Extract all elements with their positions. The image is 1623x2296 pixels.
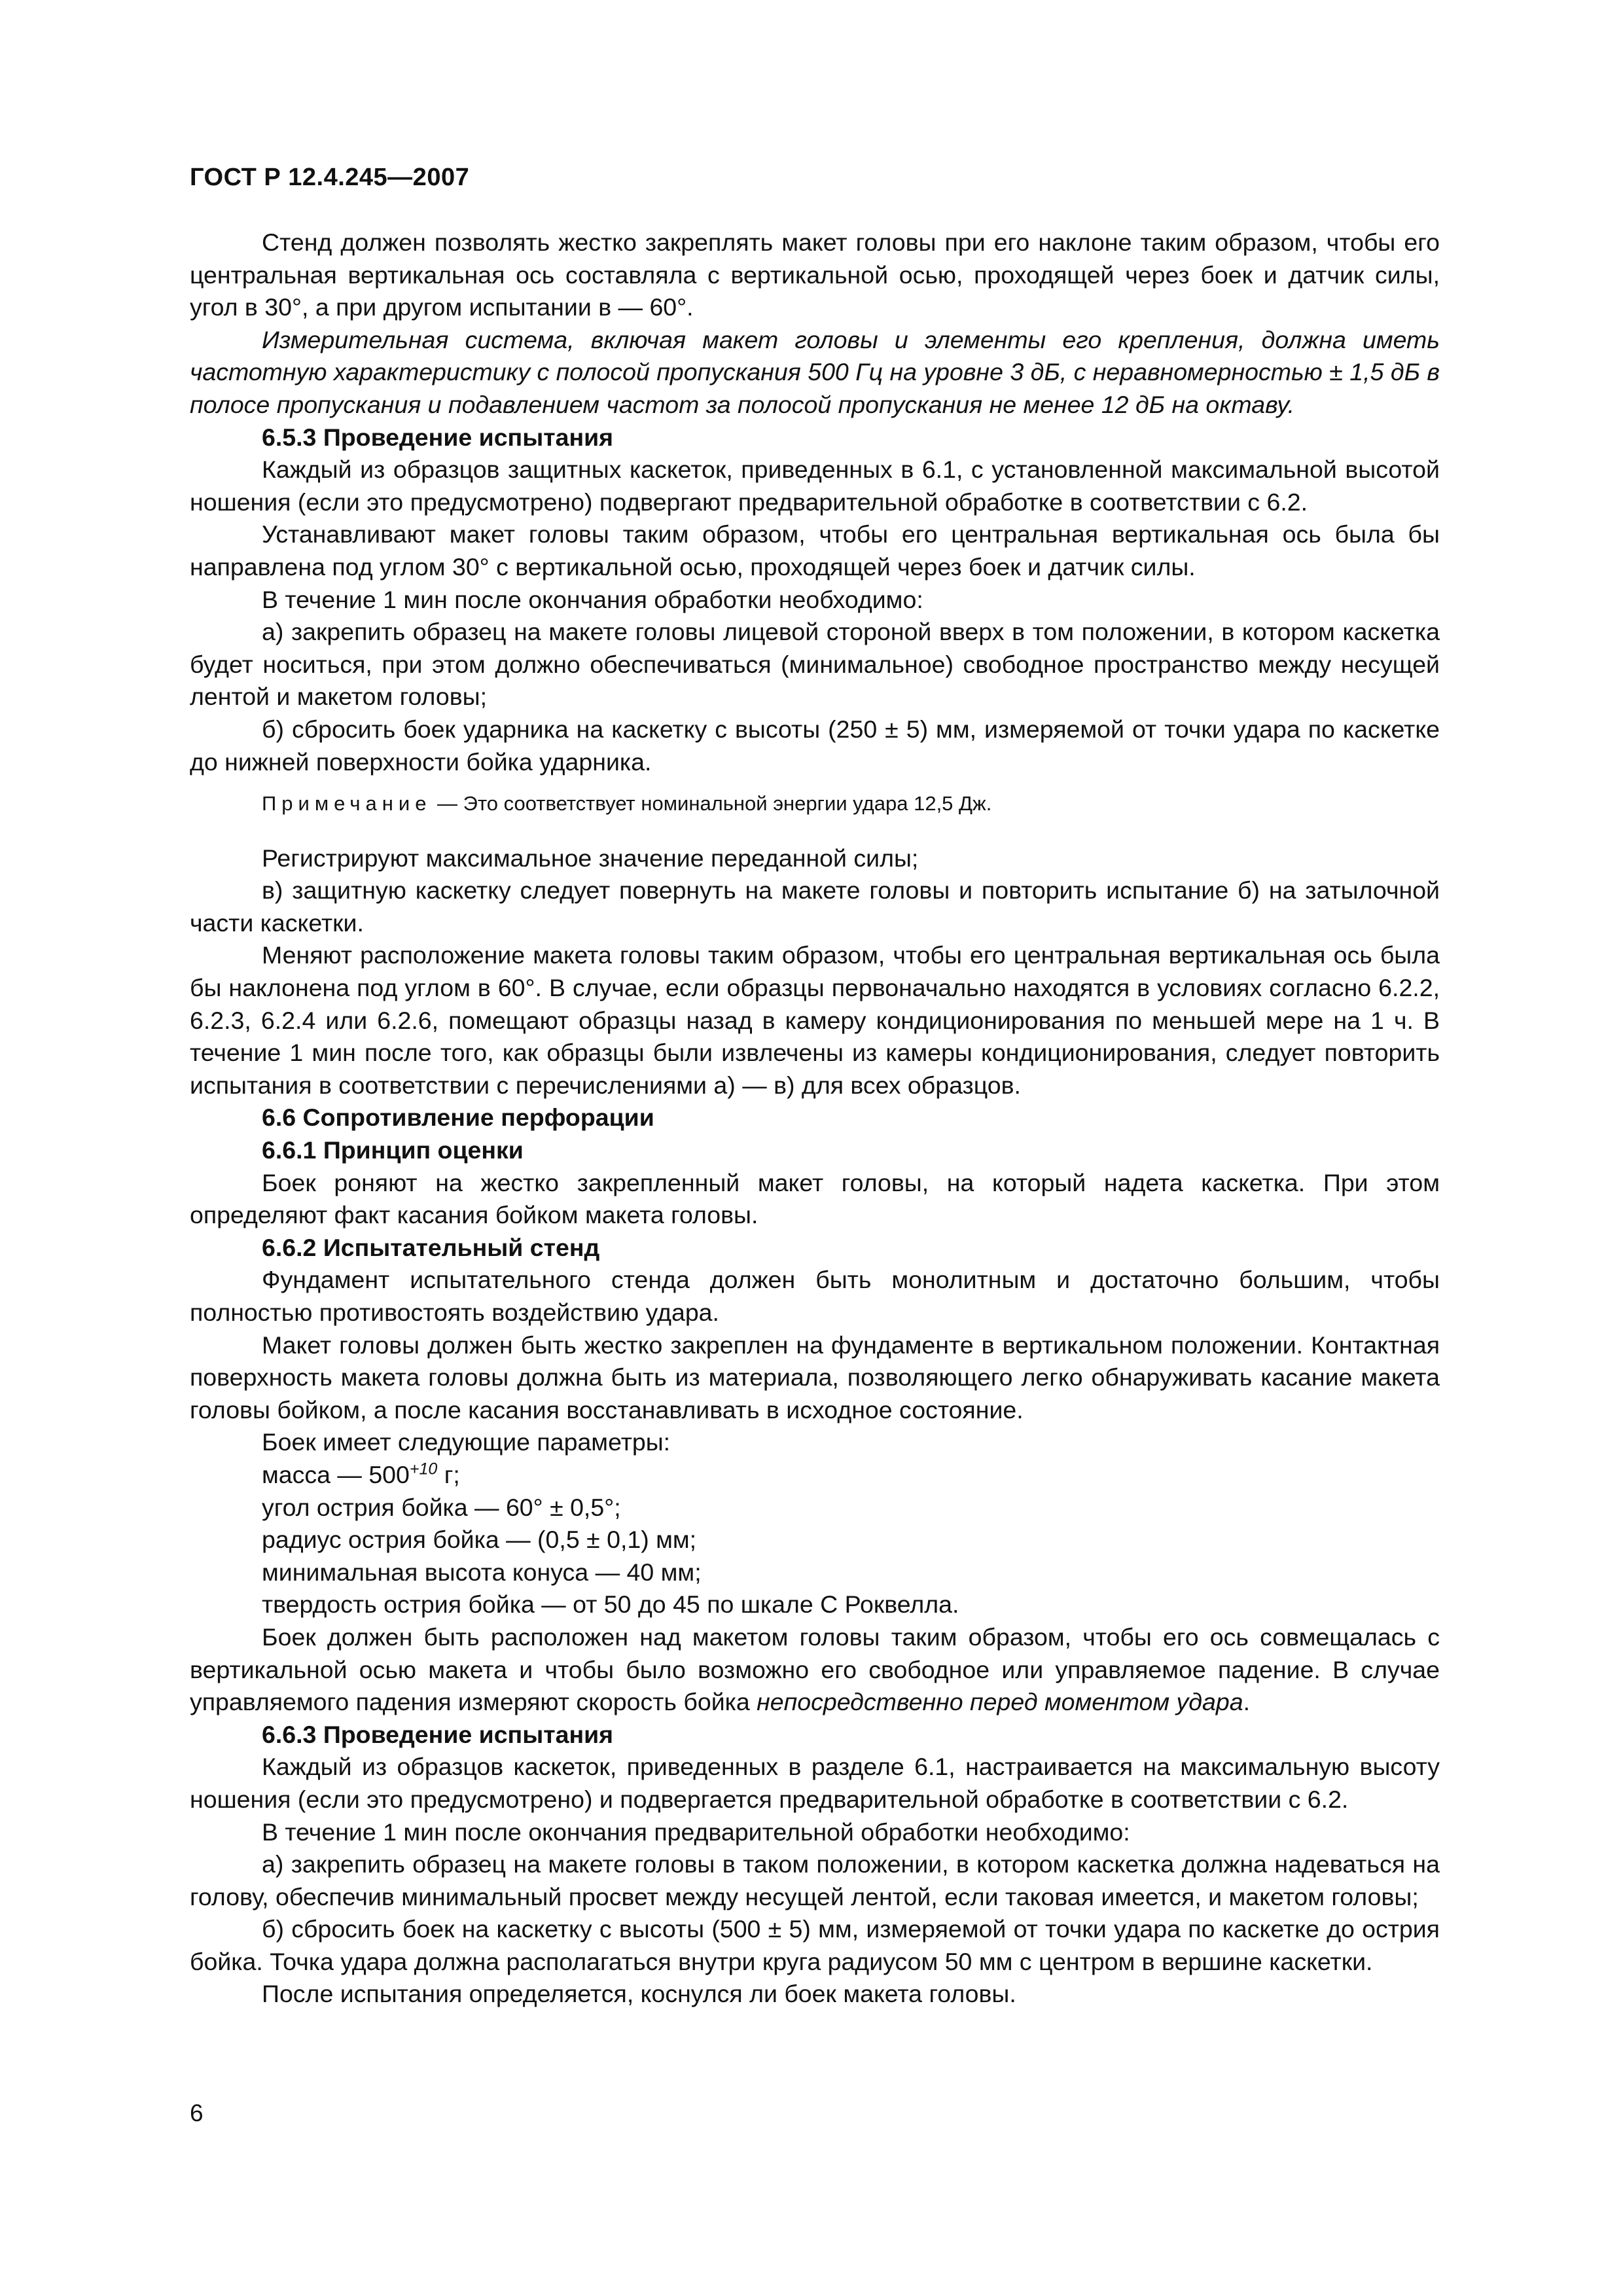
section-heading-6-6-3: 6.6.3 Проведение испытания (262, 1720, 614, 1748)
paragraph-within-1-min-2: В течение 1 мин после окончания предварительной обработки необходимо: (262, 1818, 1130, 1846)
document-code-header: ГОСТ Р 12.4.245—2007 (190, 164, 470, 191)
section-heading-6-6: 6.6 Сопротивление перфорации (262, 1103, 654, 1132)
param-mass-unit: г; (437, 1460, 460, 1488)
param-mass-tolerance: +10 (409, 1460, 438, 1479)
paragraph-stand-mounting: Стенд должен позволять жестко закреплять макет головы при его наклоне таким образом, чтобы его центральная вертикальная ось составляла с вертикальной осью, проходящей через боек и датчик силы, угол в 30°, а при другом испытании в — 60°. (190, 228, 1440, 321)
paragraph-headform-60-degrees: Меняют расположение макета головы таким образом, чтобы его центральная вертикальная ось была бы наклонена под углом в 60°. В случае, если образцы первоначально находятся в условиях согласно 6.2.2, 6.2.3, 6.2.4 или 6.2.6, помещают образцы назад в камеру кондиционирования по меньшей мере на 1 ч. В течение 1 мин после того, как образцы были извлечены из камеры кондиционирования, следует повторить испытания в соответствии с перечислениями а) — в) для всех образцов. (190, 941, 1440, 1099)
paragraph-striker-position (190, 1621, 1440, 1719)
striker-position-text: Боек должен быть расположен над макетом головы таким образом, чтобы его ось совмещалась с вертикальной осью макета и чтобы было возможно его свободное или управляемое падение. В случае управляемого падения измеряют скорость бойка (190, 1623, 1440, 1716)
param-mass (190, 1459, 1440, 1492)
paragraph-after-test: После испытания определяется, коснулся ли боек макета головы. (262, 1980, 1016, 2008)
page-number: 6 (190, 2100, 204, 2126)
note-label: Примечание (262, 792, 432, 816)
paragraph-register-force: Регистрируют максимальное значение переданной силы; (262, 844, 919, 872)
paragraph-samples-conditioning: Каждый из образцов защитных каскеток, приведенных в 6.1, с установленной максимальной высотой ношения (если это предусмотрено) подвергают предварительной обработке в соответствии с 6.2. (190, 456, 1440, 516)
striker-position-end: . (1243, 1688, 1251, 1716)
striker-position-emphasis: непосредственно перед моментом удара (757, 1688, 1243, 1716)
param-mass-value: масса — 500 (262, 1460, 410, 1488)
list-item-b-drop-striker: б) сбросить боек ударника на каскетку с высоты (250 ± 5) мм, измеряемой от точки удара по каскетке до нижней поверхности бойка ударника. (190, 715, 1440, 776)
list-item-a-fix-sample: а) закрепить образец на макете головы лицевой стороной вверх в том положении, в котором каскетка будет носиться, при этом должно обеспечиваться (минимальное) свободное пространство между несущей лентой и макетом головы; (190, 618, 1440, 711)
note (190, 787, 1440, 820)
paragraph-foundation: Фундамент испытательного стенда должен быть монолитным и достаточно большим, чтобы полностью противостоять воздействию удара. (190, 1266, 1440, 1326)
paragraph-headform-fixed: Макет головы должен быть жестко закреплен на фундаменте в вертикальном положении. Контактная поверхность макета головы должна быть из материала, позволяющего легко обнаруживать касание макета головы бойком, а после касания восстанавливать в исходное состояние. (190, 1331, 1440, 1424)
param-cone-height: минимальная высота конуса — 40 мм; (262, 1558, 702, 1586)
paragraph-headform-30-degrees: Устанавливают макет головы таким образом, чтобы его центральная вертикальная ось была бы направлена под углом 30° с вертикальной осью, проходящей через боек и датчик силы. (190, 520, 1440, 581)
paragraph-measuring-system: Измерительная система, включая макет головы и элементы его крепления, должна иметь частотную характеристику с полосой пропускания 500 Гц на уровне 3 дБ, с неравномерностью ± 1,5 дБ в полосе пропускания и подавлением частот за полосой пропускания не менее 12 дБ на октаву. (190, 325, 1440, 418)
param-tip-angle: угол острия бойка — 60° ± 0,5°; (262, 1493, 621, 1521)
param-tip-radius: радиус острия бойка — (0,5 ± 0,1) мм; (262, 1526, 697, 1554)
list-item-a-fix-sample-2: а) закрепить образец на макете головы в таком положении, в котором каскетка должна надеваться на голову, обеспечив минимальный просвет между несущей лентой, если таковая имеется, и макетом головы; (190, 1850, 1440, 1910)
param-tip-hardness: твердость острия бойка — от 50 до 45 по шкале С Роквелла. (262, 1590, 959, 1619)
paragraph-samples-adjustment: Каждый из образцов каскеток, приведенных в разделе 6.1, настраивается на максимальную высоту ношения (если это предусмотрено) и подвергается предварительной обработке в соответствии с 6.2. (190, 1753, 1440, 1813)
list-item-c-rotate-helmet: в) защитную каскетку следует повернуть на макете головы и повторить испытание б) на затылочной части каскетки. (190, 876, 1440, 937)
paragraph-striker-parameters: Боек имеет следующие параметры: (262, 1428, 671, 1456)
note-text: — Это соответствует номинальной энергии удара 12,5 Дж. (431, 792, 992, 816)
section-heading-6-6-1: 6.6.1 Принцип оценки (262, 1136, 524, 1164)
section-heading-6-6-2: 6.6.2 Испытательный стенд (262, 1233, 600, 1261)
section-heading-6-5-3: 6.5.3 Проведение испытания (262, 423, 614, 451)
page-body (190, 226, 1440, 2011)
list-item-b-drop-striker-2: б) сбросить боек на каскетку с высоты (500 ± 5) мм, измеряемой от точки удара по каскетке до острия бойка. Точка удара должна располагаться внутри круга радиусом 50 мм с центром в вершине каскетки. (190, 1915, 1440, 1975)
paragraph-evaluation-principle: Боек роняют на жестко закрепленный макет головы, на который надета каскетка. При этом определяют факт касания бойком макета головы. (190, 1168, 1440, 1229)
paragraph-within-1-min: В течение 1 мин после окончания обработки необходимо: (262, 585, 923, 613)
